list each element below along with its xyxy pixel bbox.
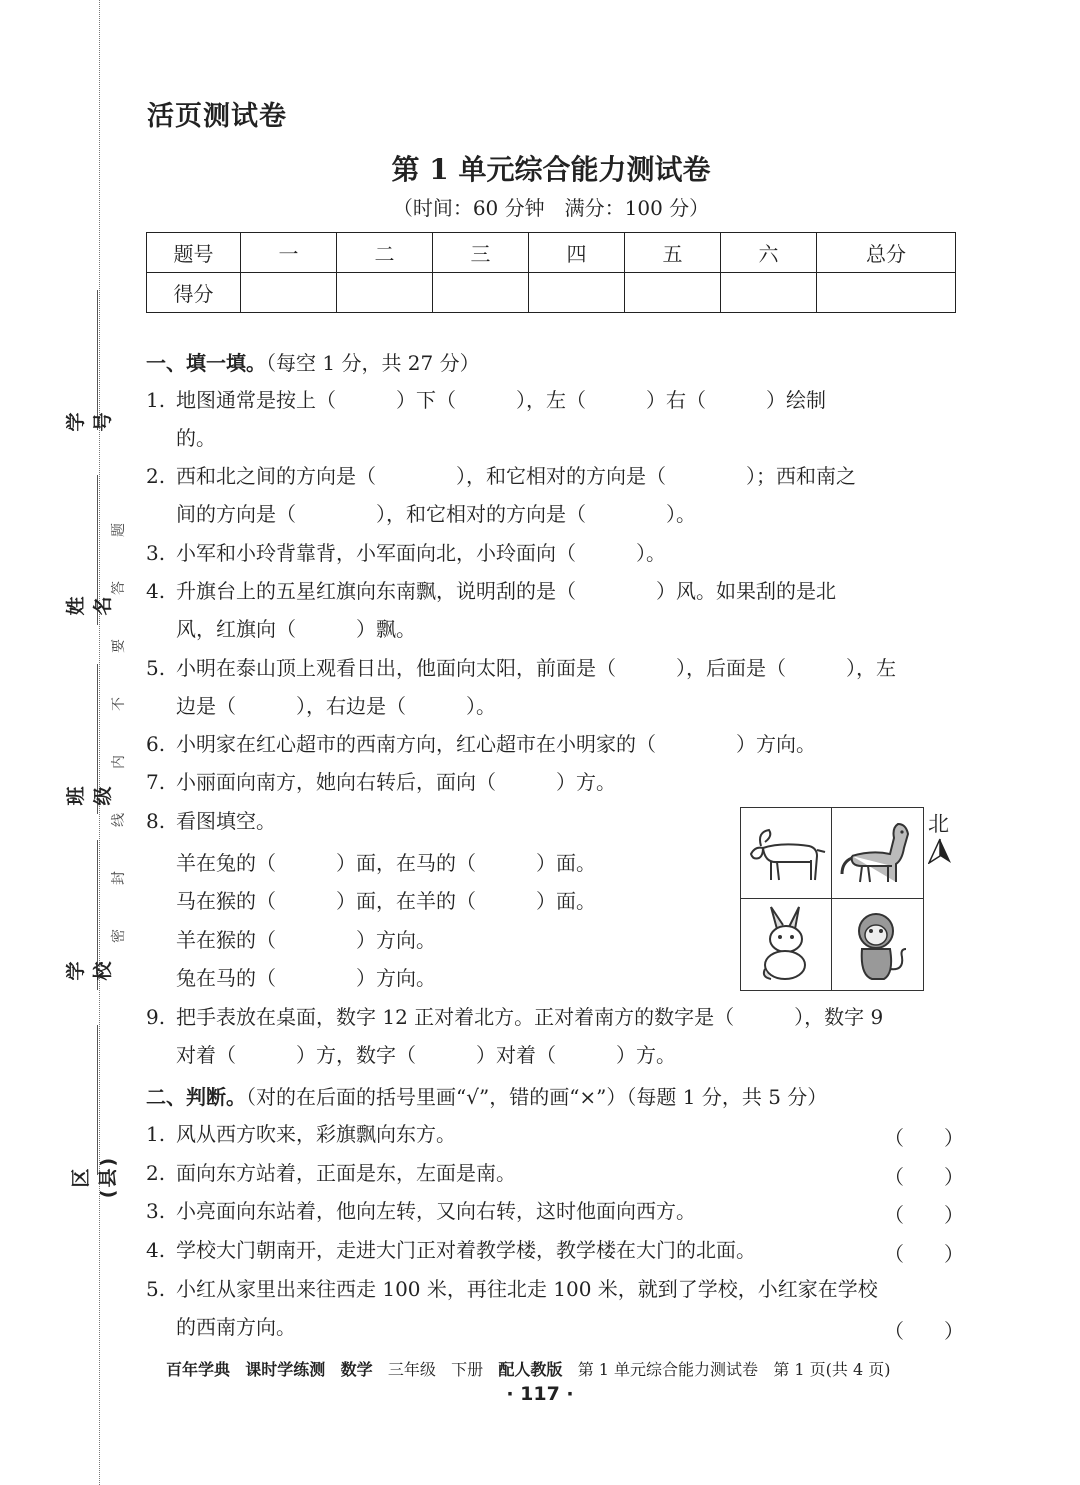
question-number: 3. xyxy=(146,541,166,565)
score-input-cell[interactable] xyxy=(721,273,817,313)
page-number: · 117 · xyxy=(506,1383,574,1405)
q8-sub-4: 兔在马的（ ）方向。 xyxy=(176,966,436,990)
question-number: 5. xyxy=(146,1277,166,1301)
district-label: 区(县) xyxy=(70,1155,119,1199)
footer-volume: 下册 xyxy=(451,1360,484,1379)
question-text: 小丽面向南方，她向右转后，面向（ ）方。 xyxy=(176,770,616,794)
north-indicator xyxy=(928,808,952,869)
section1-note: （每空 1 分，共 27 分） xyxy=(266,351,480,375)
question-number: 9. xyxy=(146,1005,166,1029)
question-text: 学校大门朝南开，走进大门正对着教学楼，教学楼在大门的北面。 xyxy=(176,1238,756,1262)
section1-heading-row xyxy=(146,347,480,376)
footer-page-info: 第 1 页(共 4 页) xyxy=(773,1360,891,1379)
question-number: 2. xyxy=(146,464,166,488)
seal-char: 答 xyxy=(111,581,127,595)
header-tag: 活页测试卷 xyxy=(147,101,287,132)
question-text: 地图通常是按上（ ）下（ ），左（ ）右（ ）绘制 xyxy=(176,388,826,412)
question-5 xyxy=(146,649,958,725)
monkey-icon xyxy=(832,899,922,989)
question-number: 1. xyxy=(146,1122,166,1146)
score-header-cell: 一 xyxy=(241,233,337,273)
question-9 xyxy=(146,998,958,1074)
question-2 xyxy=(146,457,958,533)
judge-item-5 xyxy=(146,1270,958,1346)
score-header-cell: 三 xyxy=(433,233,529,273)
binding-dotted-line xyxy=(99,0,100,1485)
q8-sub-2: 马在猴的（ ）面，在羊的（ ）面。 xyxy=(176,889,596,913)
answer-parentheses[interactable]: （ ） xyxy=(884,1165,964,1189)
footer xyxy=(166,1357,891,1380)
section2-heading-row xyxy=(146,1081,827,1110)
question-number: 4. xyxy=(146,1238,166,1262)
judge-item-1 xyxy=(146,1115,958,1153)
class-label: 班级 xyxy=(65,784,114,806)
seal-char: 封 xyxy=(111,871,127,885)
score-input-cell[interactable] xyxy=(817,273,956,313)
question-number: 1. xyxy=(146,388,166,412)
judge-item-4 xyxy=(146,1231,958,1269)
score-input-cell[interactable] xyxy=(625,273,721,313)
question-text: 间的方向是（ ），和它相对的方向是（ ）。 xyxy=(176,502,696,526)
page-title: 第 1 单元综合能力测试卷 xyxy=(391,153,711,186)
question-text: 的西南方向。 xyxy=(176,1315,296,1339)
footer-subject: 数学 xyxy=(340,1360,373,1379)
section2-heading: 二、判断。 xyxy=(146,1085,246,1109)
question-text: 小明在泰山顶上观看日出，他面向太阳，前面是（ ），后面是（ ），左 xyxy=(176,656,896,680)
question-text: 小红从家里出来往西走 100 米，再往北走 100 米，就到了学校，小红家在学校 xyxy=(176,1277,878,1301)
seal-char: 密 xyxy=(111,929,127,943)
question-4 xyxy=(146,572,958,648)
score-table xyxy=(146,232,956,313)
answer-parentheses[interactable]: （ ） xyxy=(884,1203,964,1227)
score-header-cell: 五 xyxy=(625,233,721,273)
score-table-header-row xyxy=(147,233,956,273)
question-1 xyxy=(146,381,958,457)
score-input-cell[interactable] xyxy=(433,273,529,313)
question-text: 风，红旗向（ ）飘。 xyxy=(176,617,416,641)
question-3 xyxy=(146,534,958,572)
question-text: 升旗台上的五星红旗向东南飘，说明刮的是（ ）风。如果刮的是北 xyxy=(176,579,836,603)
question-text: 小明家在红心超市的西南方向，红心超市在小明家的（ ）方向。 xyxy=(176,732,816,756)
question-text: 西和北之间的方向是（ ），和它相对的方向是（ ）；西和南之 xyxy=(176,464,856,488)
seal-char: 要 xyxy=(111,639,127,653)
question-6 xyxy=(146,725,958,763)
question-text: 边是（ ），右边是（ ）。 xyxy=(176,694,496,718)
question-8 xyxy=(146,802,706,840)
score-input-cell[interactable] xyxy=(337,273,433,313)
score-row-label: 得分 xyxy=(147,273,241,313)
student-id-label: 学号 xyxy=(65,410,114,432)
question-text: 小军和小玲背靠背，小军面向北，小玲面向（ ）。 xyxy=(176,541,666,565)
question-7 xyxy=(146,763,958,801)
north-arrow-icon xyxy=(928,838,952,864)
school-label: 学校 xyxy=(65,959,114,981)
horse-icon xyxy=(832,808,922,898)
question-number: 6. xyxy=(146,732,166,756)
footer-edition: 配人教版 xyxy=(498,1360,563,1379)
question-text: 的。 xyxy=(176,426,216,450)
question-number: 2. xyxy=(146,1161,166,1185)
judge-item-3 xyxy=(146,1192,958,1230)
footer-grade: 三年级 xyxy=(387,1360,436,1379)
seal-char: 不 xyxy=(111,697,127,711)
answer-parentheses[interactable]: （ ） xyxy=(884,1242,964,1266)
question-text: 把手表放在桌面，数字 12 正对着北方。正对着南方的数字是（ ），数字 9 xyxy=(176,1005,884,1029)
score-header-cell: 题号 xyxy=(147,233,241,273)
seal-char: 内 xyxy=(111,755,127,769)
q8-sub-1: 羊在兔的（ ）面，在马的（ ）面。 xyxy=(176,851,596,875)
seal-char: 题 xyxy=(111,523,127,537)
section2-note: （对的在后面的括号里画“√”，错的画“×”）（每题 1 分，共 5 分） xyxy=(246,1085,828,1109)
footer-brand: 百年学典 xyxy=(166,1360,231,1379)
question-text: 风从西方吹来，彩旗飘向东方。 xyxy=(176,1122,456,1146)
score-header-cell: 六 xyxy=(721,233,817,273)
question-number: 7. xyxy=(146,770,166,794)
page-subtitle: （时间：60 分钟 满分：100 分） xyxy=(392,196,710,220)
question-text: 小亮面向东站着，他向左转，又向右转，这时他面向西方。 xyxy=(176,1199,696,1223)
seal-char: 线 xyxy=(111,813,127,827)
score-header-cell: 总分 xyxy=(817,233,956,273)
rabbit-icon xyxy=(741,899,831,989)
answer-parentheses[interactable]: （ ） xyxy=(884,1126,964,1150)
score-header-cell: 四 xyxy=(529,233,625,273)
question-number: 5. xyxy=(146,656,166,680)
answer-parentheses[interactable]: （ ） xyxy=(884,1319,964,1343)
question-text: 看图填空。 xyxy=(176,809,276,833)
section1-heading: 一、填一填。 xyxy=(146,351,266,375)
question-number: 3. xyxy=(146,1199,166,1223)
footer-series: 课时学练测 xyxy=(245,1360,326,1379)
goat-icon xyxy=(741,808,831,898)
score-input-cell[interactable] xyxy=(529,273,625,313)
question-text: 面向东方站着，正面是东，左面是南。 xyxy=(176,1161,516,1185)
score-header-cell: 二 xyxy=(337,233,433,273)
animal-map-grid xyxy=(740,807,924,991)
score-input-cell[interactable] xyxy=(241,273,337,313)
score-table-score-row xyxy=(147,273,956,313)
question-number: 4. xyxy=(146,579,166,603)
question-number: 8. xyxy=(146,809,166,833)
north-label: 北 xyxy=(928,812,949,836)
footer-unit: 第 1 单元综合能力测试卷 xyxy=(577,1360,759,1379)
judge-item-2 xyxy=(146,1154,958,1192)
question-text: 对着（ ）方，数字（ ）对着（ ）方。 xyxy=(176,1043,676,1067)
q8-sub-3: 羊在猴的（ ）方向。 xyxy=(176,928,436,952)
name-label: 姓名 xyxy=(65,594,114,616)
